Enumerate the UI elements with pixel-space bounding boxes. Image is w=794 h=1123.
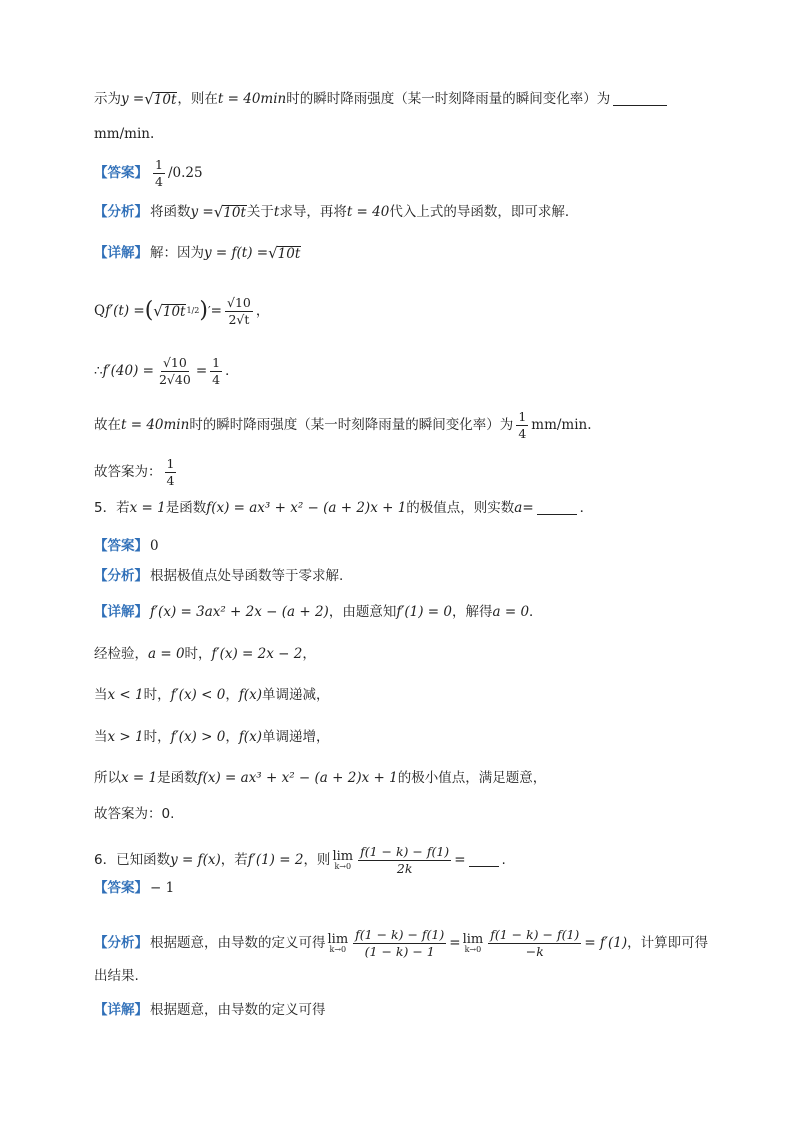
detail-tag: 【详解】 (94, 244, 148, 261)
answer-blank (613, 93, 667, 106)
answer-line: 【答案】 0 (94, 538, 159, 554)
answer-blank (469, 854, 499, 867)
question-5: 5．若 x = 1 是函数 f(x) = ax³ + x² − (a + 2)x + 1 的极值点，则实数 a = ． (94, 500, 594, 516)
analysis-tag: 【分析】 (94, 203, 148, 220)
final-answer-line: 故答案为：0. (94, 806, 175, 822)
analysis-continuation: 出结果. (94, 968, 139, 984)
final-answer-line: 故答案为： $\frac{1}{4}$ (94, 456, 175, 488)
limit-operator: lim k→0 (332, 848, 354, 871)
answer-line: 【答案】 − 1 (94, 880, 175, 896)
detail-line: 【详解】 解：因为 y = f(t) = √ 10t (94, 244, 301, 263)
derivative-line: Q f′(t) = ( √ 10t 1/2 ) ′ = $\frac{√10}{2√t}$ ， (94, 295, 270, 327)
fraction: $\frac{1}{4}$ (155, 157, 163, 189)
answer-blank (537, 502, 577, 515)
answer-line: 【答案】 $\frac{1}{4}$ /0.25 (94, 157, 203, 189)
analysis-line: 【分析】 根据题意，由导数的定义可得 lim k→0 $\frac{f(1 - k) - f(1)}{(1 - k) - 1}$ = lim k→0 $\frac{f(1 - k) - f(1)}{-k}$ = f′(1) ，计算即可得 (94, 927, 709, 959)
sqrt-expression: √ 10t (144, 90, 177, 109)
unit-line: mm/min. (94, 126, 155, 142)
detail-line: 【详解】 根据题意，由导数的定义可得 (94, 1002, 326, 1018)
check-line: 经检验， a = 0 时， f′(x) = 2x − 2 ， (94, 646, 316, 662)
problem-continuation: 示为 y = √ 10t ，则在 t = 40min 时的瞬时降雨强度（某一时刻降雨量的瞬间变化率）为 (94, 92, 714, 107)
conclusion-line: 故在 t = 40min 时的瞬时降雨强度（某一时刻降雨量的瞬间变化率）为 $\frac{1}{4}$ mm/min. (94, 409, 592, 441)
analysis-line: 【分析】 将函数 y = √ 10t 关于 t 求导，再将 t = 40 代入上式的导函数，即可求解． (94, 203, 579, 222)
derivative-value-line: ∴ f′(40) = $\frac{√10}{2√40}$ = $\frac{1}{4}$ ． (94, 355, 239, 387)
conclusion-line: 所以 x = 1 是函数 f(x) = ax³ + x² − (a + 2)x + 1 的极小值点，满足题意， (94, 770, 547, 786)
decreasing-line: 当 x < 1 时， f′(x) < 0 ， f(x) 单调递减， (94, 687, 330, 703)
question-6: 6．已知函数 y = f(x) ，若 f′(1) = 2 ，则 lim k→0 $\frac{f(1 - k) - f(1)}{2k}$ = . (94, 844, 506, 876)
analysis-line: 【分析】 根据极值点处导函数等于零求解. (94, 568, 344, 584)
answer-tag: 【答案】 (94, 164, 148, 181)
detail-line: 【详解】 f′(x) = 3ax² + 2x − (a + 2) ，由题意知 f′(1) = 0 ，解得 a = 0 ． (94, 604, 543, 620)
increasing-line: 当 x > 1 时， f′(x) > 0 ， f(x) 单调递增， (94, 729, 330, 745)
